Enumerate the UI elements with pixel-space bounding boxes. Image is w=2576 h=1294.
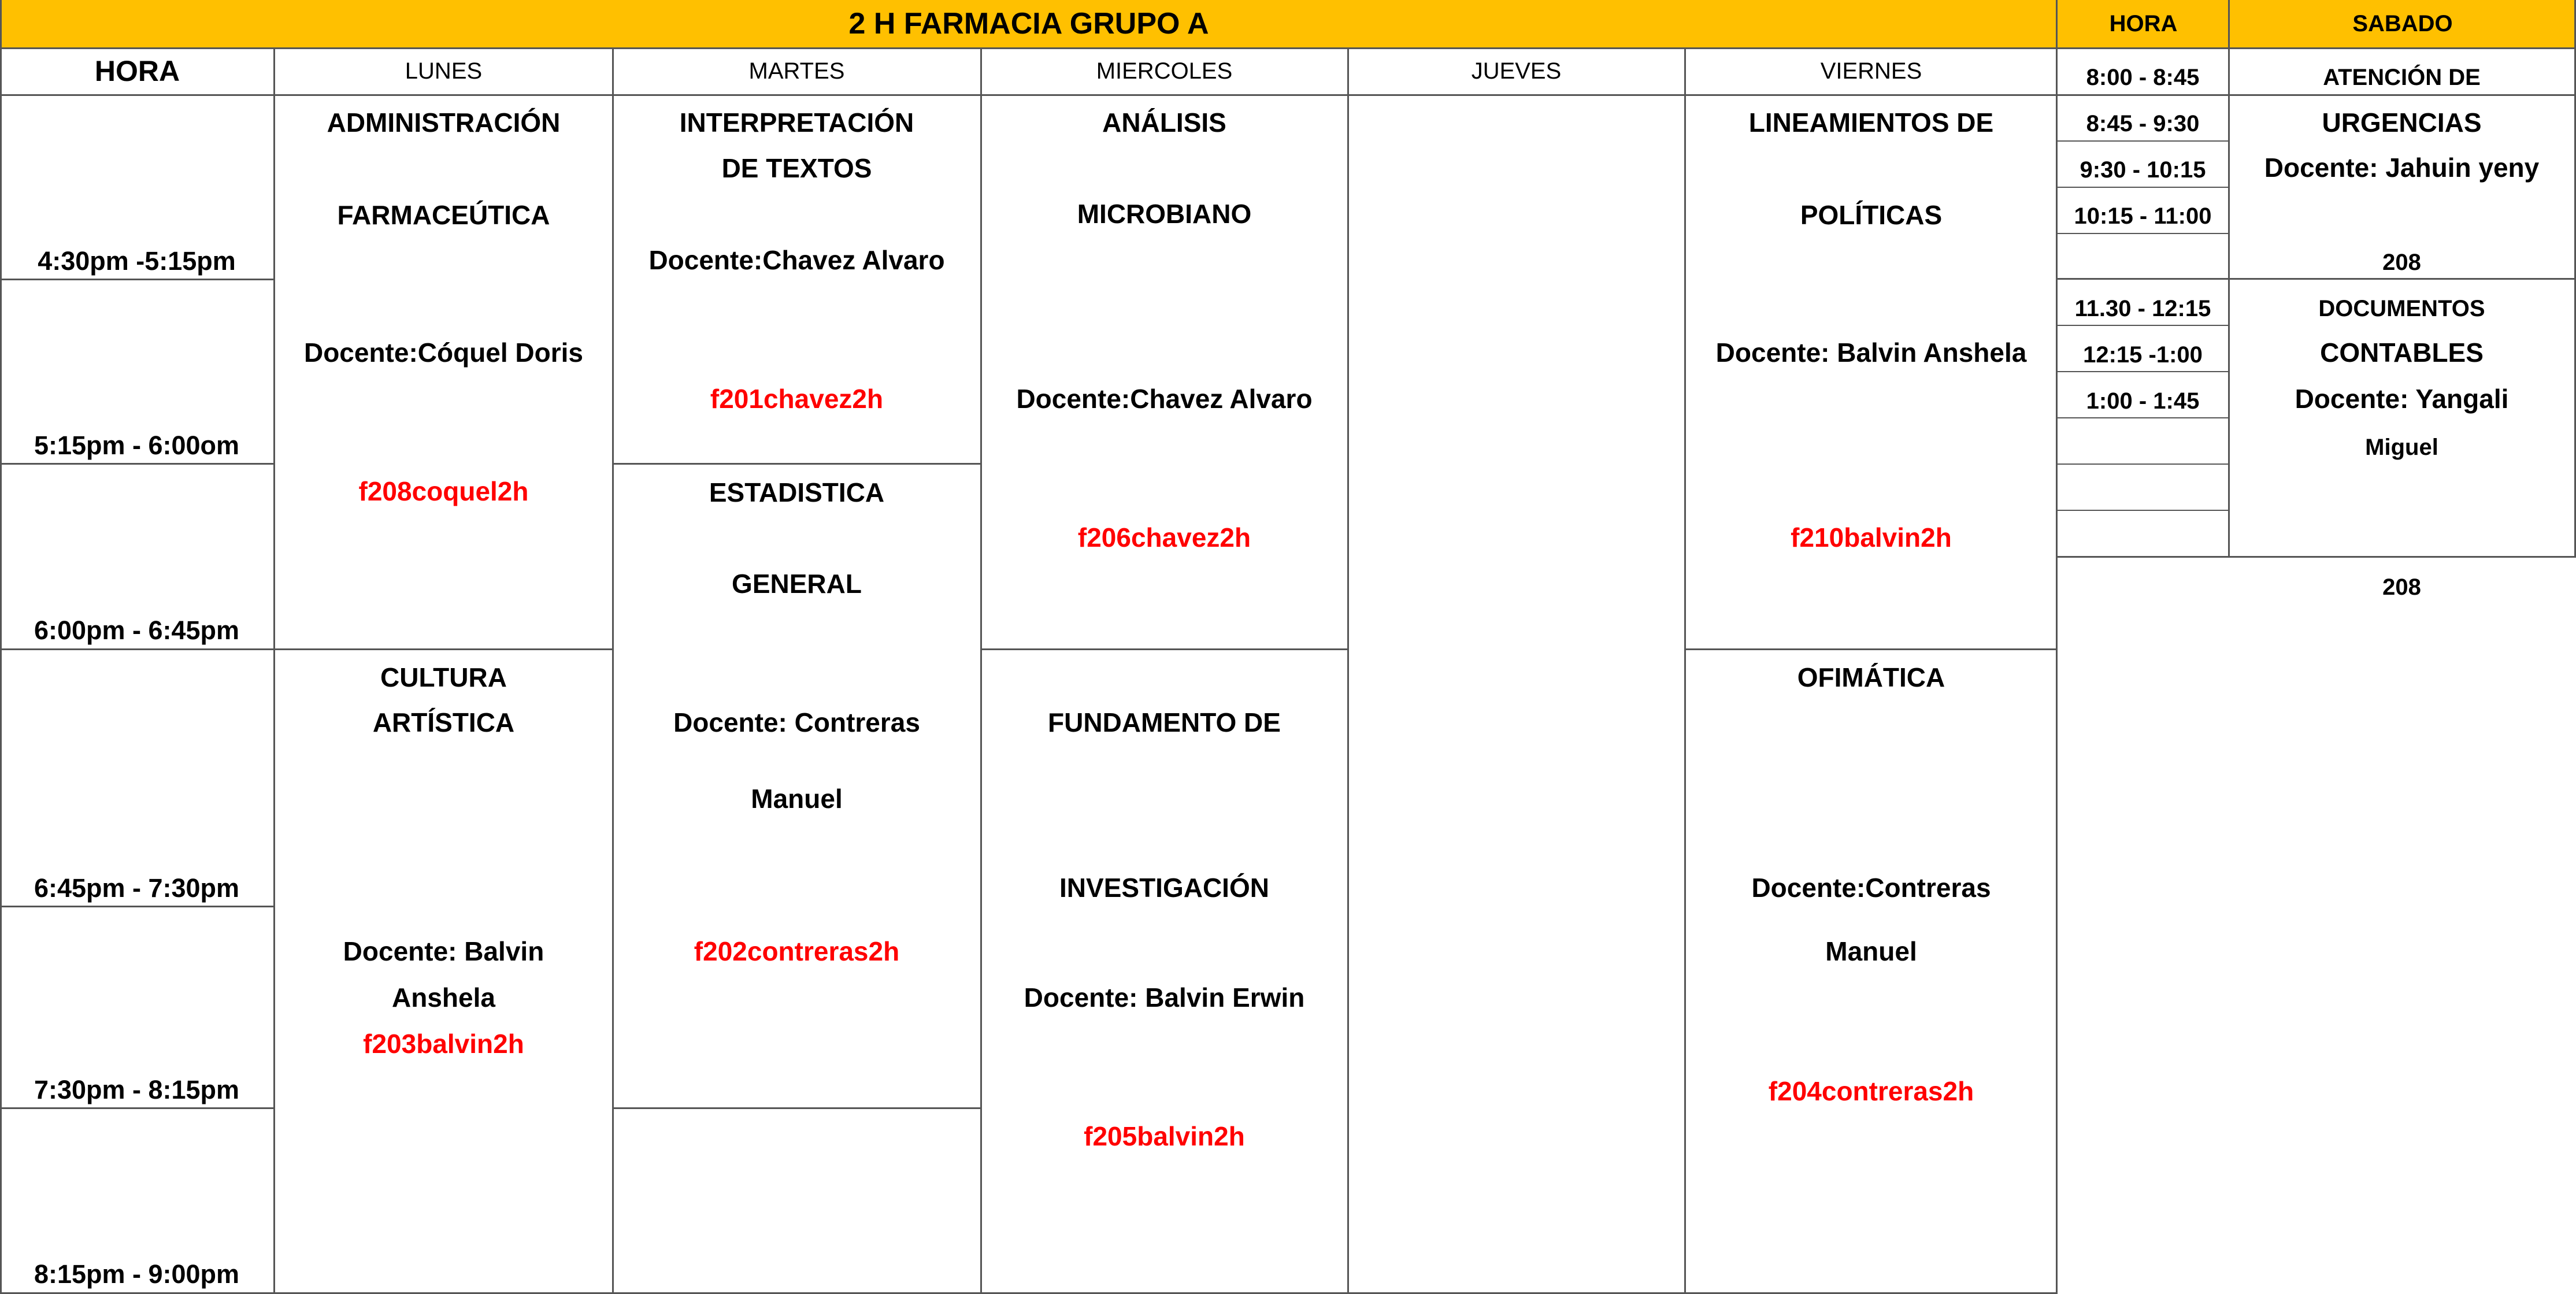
lunes-header: LUNES — [405, 58, 483, 84]
time-slot-3: 6:00pm - 6:45pm — [34, 616, 240, 645]
sat-time-6: 12:15 -1:00 — [2083, 342, 2203, 368]
sat-time-4: 10:15 - 11:00 — [2074, 203, 2212, 229]
sat-time-5: 11.30 - 12:15 — [2074, 296, 2211, 321]
sabado-room-below: 208 — [2382, 574, 2421, 600]
jueves-header: JUEVES — [1471, 58, 1562, 84]
time-slot-2: 5:15pm - 6:00om — [34, 431, 240, 460]
sat-time-2: 8:45 - 9:30 — [2086, 111, 2200, 136]
time-slot-1: 4:30pm -5:15pm — [38, 246, 236, 276]
schedule-title: 2 H FARMACIA GRUPO A — [0, 0, 2058, 47]
martes-header: MARTES — [748, 58, 845, 84]
time-slot-5: 7:30pm - 8:15pm — [34, 1075, 240, 1104]
miercoles-header: MIERCOLES — [1096, 58, 1233, 84]
saturday-hora-header: HORA — [2058, 0, 2229, 47]
sat-time-7: 1:00 - 1:45 — [2086, 388, 2200, 414]
viernes-header: VIERNES — [1820, 58, 1922, 84]
time-slot-4: 6:45pm - 7:30pm — [34, 873, 240, 903]
sat-time-1: 8:00 - 8:45 — [2086, 65, 2200, 90]
saturday-header: SABADO — [2229, 0, 2576, 47]
sat-time-3: 9:30 - 10:15 — [2080, 157, 2206, 183]
hora-header: HORA — [94, 55, 180, 87]
time-slot-6: 8:15pm - 9:00pm — [34, 1259, 240, 1289]
